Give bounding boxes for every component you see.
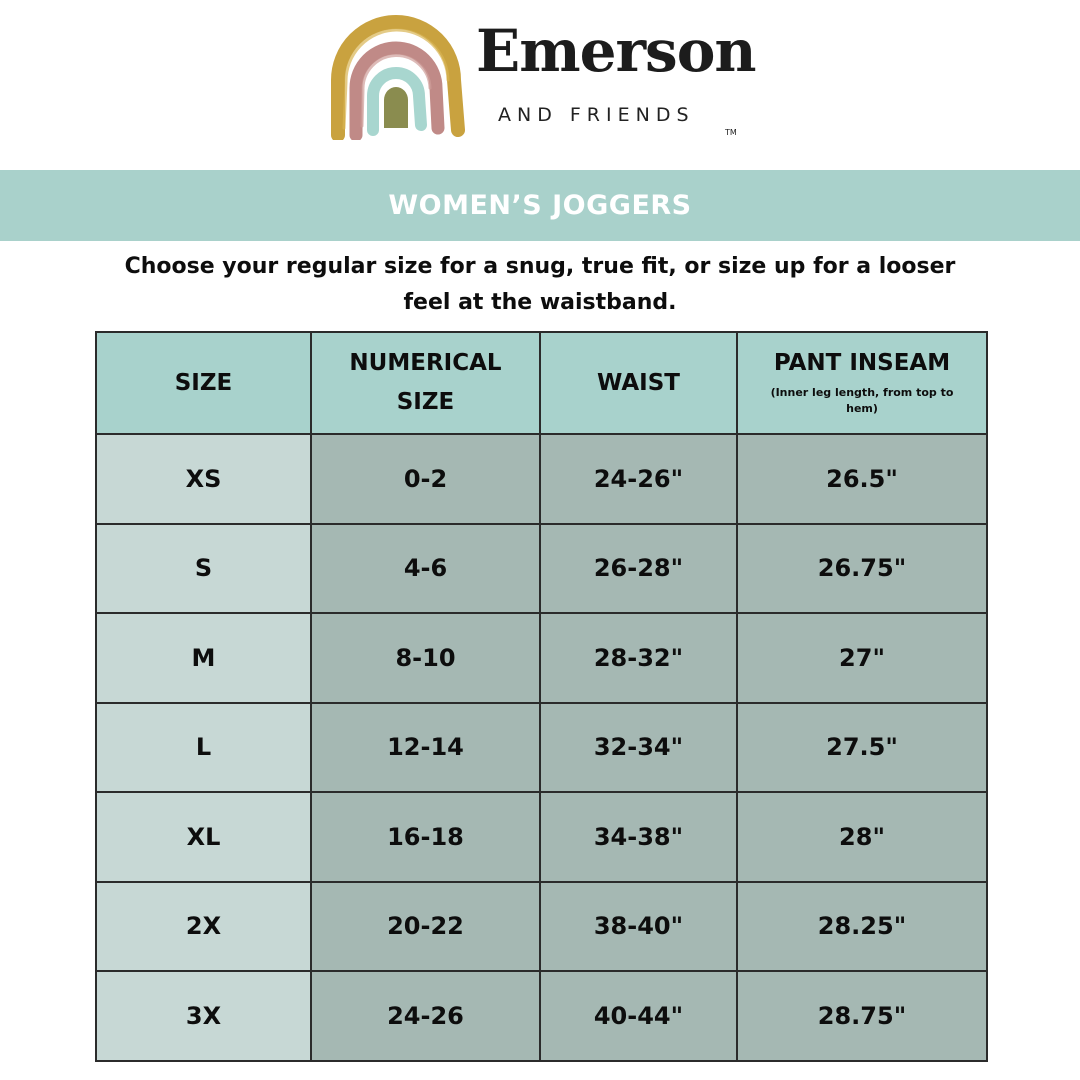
- cell-inseam: 28.75": [737, 971, 987, 1061]
- brand-name: Emerson: [476, 17, 756, 85]
- table-row: [96, 613, 987, 703]
- cell-inseam: 28": [737, 792, 987, 882]
- cell-size: L: [96, 703, 311, 793]
- cell-numerical-size: 4-6: [311, 524, 540, 614]
- cell-size: XL: [96, 792, 311, 882]
- cell-inseam: 26.5": [737, 434, 987, 524]
- table-row: [96, 971, 987, 1061]
- cell-size: M: [96, 613, 311, 703]
- cell-inseam: 28.25": [737, 882, 987, 972]
- cell-size: S: [96, 524, 311, 614]
- cell-waist: 40-44": [540, 971, 737, 1061]
- title-banner: [0, 170, 1080, 241]
- fit-instructions: [60, 249, 1020, 321]
- header-size: [96, 332, 311, 434]
- fit-instructions-line-2: feel at the waistband.: [403, 290, 677, 315]
- cell-waist: 38-40": [540, 882, 737, 972]
- table-row: [96, 882, 987, 972]
- cell-numerical-size: 0-2: [311, 434, 540, 524]
- cell-numerical-size: 24-26: [311, 971, 540, 1061]
- cell-waist: 26-28": [540, 524, 737, 614]
- table-row: [96, 524, 987, 614]
- cell-waist: 34-38": [540, 792, 737, 882]
- header-inseam-note: (Inner leg length, from top to hem): [770, 385, 954, 415]
- cell-waist: 28-32": [540, 613, 737, 703]
- cell-inseam: 26.75": [737, 524, 987, 614]
- brand-logo: [328, 10, 756, 145]
- cell-numerical-size: 16-18: [311, 792, 540, 882]
- rainbow-logo-icon: [328, 10, 468, 140]
- cell-size: XS: [96, 434, 311, 524]
- cell-waist: 32-34": [540, 703, 737, 793]
- header-waist-label: WAIST: [597, 369, 680, 396]
- header-numerical-label-2: SIZE: [396, 389, 455, 415]
- cell-numerical-size: 8-10: [311, 613, 540, 703]
- cell-numerical-size: 12-14: [311, 703, 540, 793]
- header-numerical-label-1: NUMERICAL: [349, 350, 502, 376]
- cell-inseam: 27.5": [737, 703, 987, 793]
- brand-subtitle: AND FRIENDS: [498, 104, 695, 126]
- header-pant-inseam: [737, 332, 987, 434]
- cell-numerical-size: 20-22: [311, 882, 540, 972]
- size-chart-table: [95, 331, 988, 1062]
- page-title: WOMEN’S JOGGERS: [388, 190, 692, 221]
- cell-size: 2X: [96, 882, 311, 972]
- table-header-row: [96, 332, 987, 434]
- trademark-mark: TM: [725, 128, 737, 137]
- cell-inseam: 27": [737, 613, 987, 703]
- header-numerical-size: [311, 332, 540, 434]
- table-row: [96, 792, 987, 882]
- cell-waist: 24-26": [540, 434, 737, 524]
- fit-instructions-line-1: Choose your regular size for a snug, true fit, or size up for a looser: [124, 254, 956, 279]
- header-inseam-label: PANT INSEAM: [773, 349, 951, 376]
- header-waist: [540, 332, 737, 434]
- table-row: [96, 434, 987, 524]
- header-size-label: SIZE: [174, 369, 233, 396]
- table-row: [96, 703, 987, 793]
- cell-size: 3X: [96, 971, 311, 1061]
